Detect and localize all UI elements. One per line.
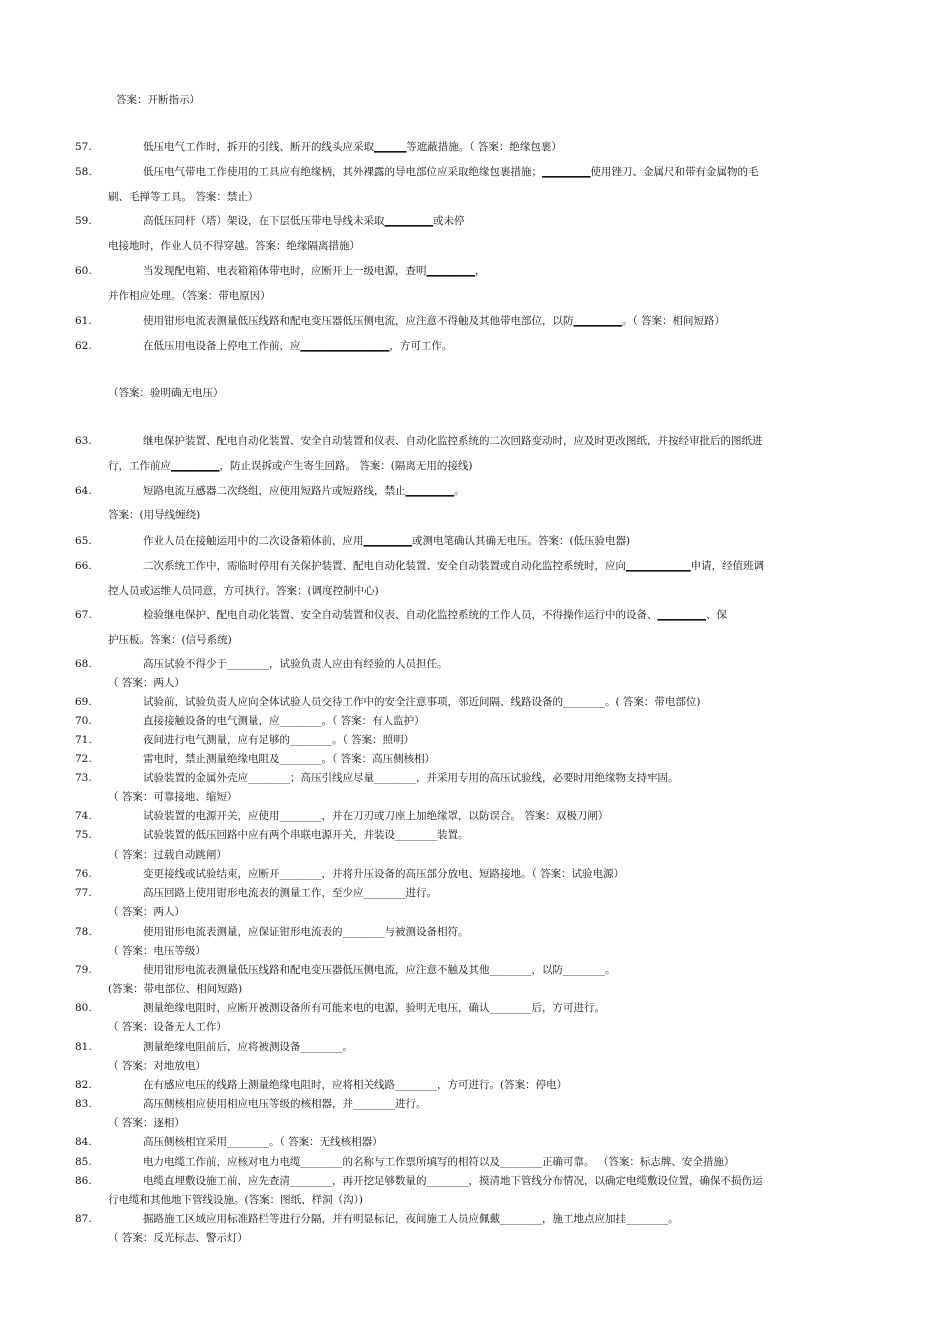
question-text: 电缆直埋敷设施工前，应先查清________，再开挖足够数量的________，摸清地下管线分布情况，以确定电缆敷设位置，确保不损伤运: [143, 1175, 763, 1187]
question-text: 在低压用电设备上停电工作前，应▁▁▁▁▁▁▁▁▁▁▁，方可工作。: [143, 340, 453, 352]
answer-line: 答案：(用导线缠绕): [108, 509, 201, 521]
question-text: 作业人员在接触运用中的二次设备箱体前，应用▁▁▁▁▁▁或测电笔确认其确无电压。答案：(低压验电器): [143, 535, 631, 547]
question-number: 72.: [75, 753, 92, 765]
answer-line: 行电缆和其他地下管线设施。(答案：图纸、样洞（沟）): [108, 1194, 363, 1206]
question-text: 高压试验不得少于________，试验负责人应由有经验的人员担任。: [143, 658, 448, 670]
question-number: 60.: [75, 265, 92, 277]
question-text: 试验前，试验负责人应向全体试验人员交待工作中的安全注意事项，邻近间隔、线路设备的________。( 答案：带电部位): [143, 696, 701, 708]
question-text: 检验继电保护、配电自动化装置、安全自动装置和仪表、自动化监控系统的工作人员，不得操作运行中的设备、▁▁▁▁▁▁、保: [143, 609, 727, 621]
question-number: 65.: [75, 535, 92, 547]
question-text: 二次系统工作中，需临时停用有关保护装置、配电自动化装置、安全自动装置或自动化监控系统时，应向▁▁▁▁▁▁▁▁申请，经值班调: [143, 560, 765, 572]
answer-line: 刷、毛掸等工具。 答案：禁止）: [108, 191, 259, 203]
question-number: 61.: [75, 315, 92, 327]
answer-line: 控人员或运维人员同意，方可执行。答案：(调度控制中心): [108, 585, 379, 597]
answer-line: （ 答案：可靠接地、缩短）: [108, 791, 238, 803]
question-number: 69.: [75, 696, 92, 708]
answer-line: 并作相应处理。（答案：带电原因）: [108, 290, 271, 302]
answer-line: （ 答案：两人）: [108, 906, 185, 918]
answer-line: 行，工作前应▁▁▁▁▁▁，防止误拆或产生寄生回路。 答案：(隔离无用的接线): [108, 460, 473, 472]
question-number: 66.: [75, 560, 92, 572]
answer-line: （ 答案：逐相）: [108, 1117, 185, 1129]
question-number: 68.: [75, 658, 92, 670]
question-number: 86.: [75, 1175, 92, 1187]
question-text: 高压侧核相应使用相应电压等级的核相器，并________进行。: [143, 1098, 427, 1110]
answer-line: （ 答案：设备无人工作）: [108, 1021, 227, 1033]
answer-line: （ 答案：电压等级）: [108, 945, 206, 957]
question-text: 当发现配电箱、电表箱箱体带电时，应断开上一级电源，查明▁▁▁▁▁▁，: [143, 265, 486, 277]
answer-line: （ 答案：过载自动跳闸）: [108, 849, 227, 861]
question-number: 84.: [75, 1136, 92, 1148]
question-text: 直接接触设备的电气测量，应________。（ 答案：有人监护）: [143, 715, 425, 727]
question-number: 64.: [75, 485, 92, 497]
question-text: 试验装置的电源开关，应使用________，并在刀刃或刀座上加绝缘罩，以防误合。 答案：双极刀闸）: [143, 810, 609, 822]
question-text: 使用钳形电流表测量低压线路和配电变压器低压侧电流，应注意不触及其他________，以防________。: [143, 964, 616, 976]
question-number: 82.: [75, 1079, 92, 1091]
question-number: 75.: [75, 829, 92, 841]
question-text: 高低压同杆（塔）架设，在下层低压带电导线未采取▁▁▁▁▁▁或未停: [143, 215, 465, 227]
question-number: 59.: [75, 215, 92, 227]
question-number: 79.: [75, 964, 92, 976]
question-text: 高压回路上使用钳形电流表的测量工作，至少应________进行。: [143, 887, 437, 899]
answer-line: (答案：带电部位、相间短路): [108, 983, 243, 995]
question-number: 80.: [75, 1002, 92, 1014]
question-text: 雷电时，禁止测量绝缘电阻及________。（ 答案：高压侧核相）: [143, 753, 436, 765]
question-text: 夜间进行电气测量，应有足够的________。（ 答案：照明）: [143, 734, 415, 746]
question-number: 58.: [75, 166, 92, 178]
answer-line: （答案：验明确无电压）: [108, 387, 224, 399]
question-text: 低压电气工作时，拆开的引线、断开的线头应采取▁▁▁▁等遮蔽措施。（ 答案：绝缘包裹）: [143, 141, 562, 153]
question-number: 74.: [75, 810, 92, 822]
answer-line: 答案：开断指示）: [116, 94, 200, 106]
question-number: 77.: [75, 887, 92, 899]
question-number: 57.: [75, 141, 92, 153]
question-number: 76.: [75, 868, 92, 880]
answer-line: （ 答案：两人）: [108, 677, 185, 689]
question-text: 掘路施工区域应用标准路栏等进行分隔，并有明显标记，夜间施工人员应佩戴________，施工地点应加挂________。: [143, 1213, 679, 1225]
answer-line: 电接地时，作业人员不得穿越。答案：绝缘隔离措施）: [108, 240, 360, 252]
question-number: 81.: [75, 1041, 92, 1053]
question-text: 继电保护装置、配电自动化装置、安全自动装置和仪表、自动化监控系统的二次回路变动时，应及时更改图纸，并按经审批后的图纸进: [143, 435, 763, 447]
question-text: 电力电缆工作前，应核对电力电缆________的名称与工作票所填写的相符以及________正确可靠。 （答案：标志牌、安全措施）: [143, 1156, 735, 1168]
question-text: 试验装置的金属外壳应________；高压引线应尽量________，并采用专用的高压试验线，必要时用绝缘物支持牢固。: [143, 772, 679, 784]
question-number: 78.: [75, 926, 92, 938]
question-text: 测量绝缘电阻时，应断开被测设备所有可能来电的电源，验明无电压，确认________后，方可进行。: [143, 1002, 605, 1014]
question-text: 短路电流互感器二次绕组，应使用短路片或短路线，禁止▁▁▁▁▁▁。: [143, 485, 465, 497]
answer-line: 护压板。答案：(信号系统): [108, 634, 232, 646]
question-number: 85.: [75, 1156, 92, 1168]
question-text: 试验装置的低压回路中应有两个串联电源开关，并装设________装置。: [143, 829, 469, 841]
question-number: 70.: [75, 715, 92, 727]
answer-line: （ 答案：反光标志、警示灯）: [108, 1232, 248, 1244]
question-number: 71.: [75, 734, 92, 746]
question-number: 62.: [75, 340, 92, 352]
question-text: 使用钳形电流表测量，应保证钳形电流表的________与被测设备相符。: [143, 926, 469, 938]
question-text: 在有感应电压的线路上测量绝缘电阻时，应将相关线路________，方可进行。(答案：停电）: [143, 1079, 568, 1091]
question-number: 63.: [75, 435, 92, 447]
question-number: 67.: [75, 609, 92, 621]
question-text: 变更接线或试验结束，应断开________，并将升压设备的高压部分放电、短路接地。（ 答案：试验电源）: [143, 868, 625, 880]
question-text: 低压电气带电工作使用的工具应有绝缘柄，其外裸露的导电部位应采取绝缘包裹措施；▁▁▁▁▁▁使用锉刀、金属尺和带有金属物的毛: [143, 166, 759, 178]
question-number: 73.: [75, 772, 92, 784]
question-text: 测量绝缘电阻前后，应将被测设备________。: [143, 1041, 353, 1053]
answer-line: （ 答案：对地放电）: [108, 1060, 206, 1072]
question-text: 使用钳形电流表测量低压线路和配电变压器低压侧电流，应注意不得触及其他带电部位，以防▁▁▁▁▁▁。（ 答案：相间短路）: [143, 315, 726, 327]
question-text: 高压侧核相宜采用________。（ 答案：无线核相器）: [143, 1136, 383, 1148]
question-number: 83.: [75, 1098, 92, 1110]
question-number: 87.: [75, 1213, 92, 1225]
